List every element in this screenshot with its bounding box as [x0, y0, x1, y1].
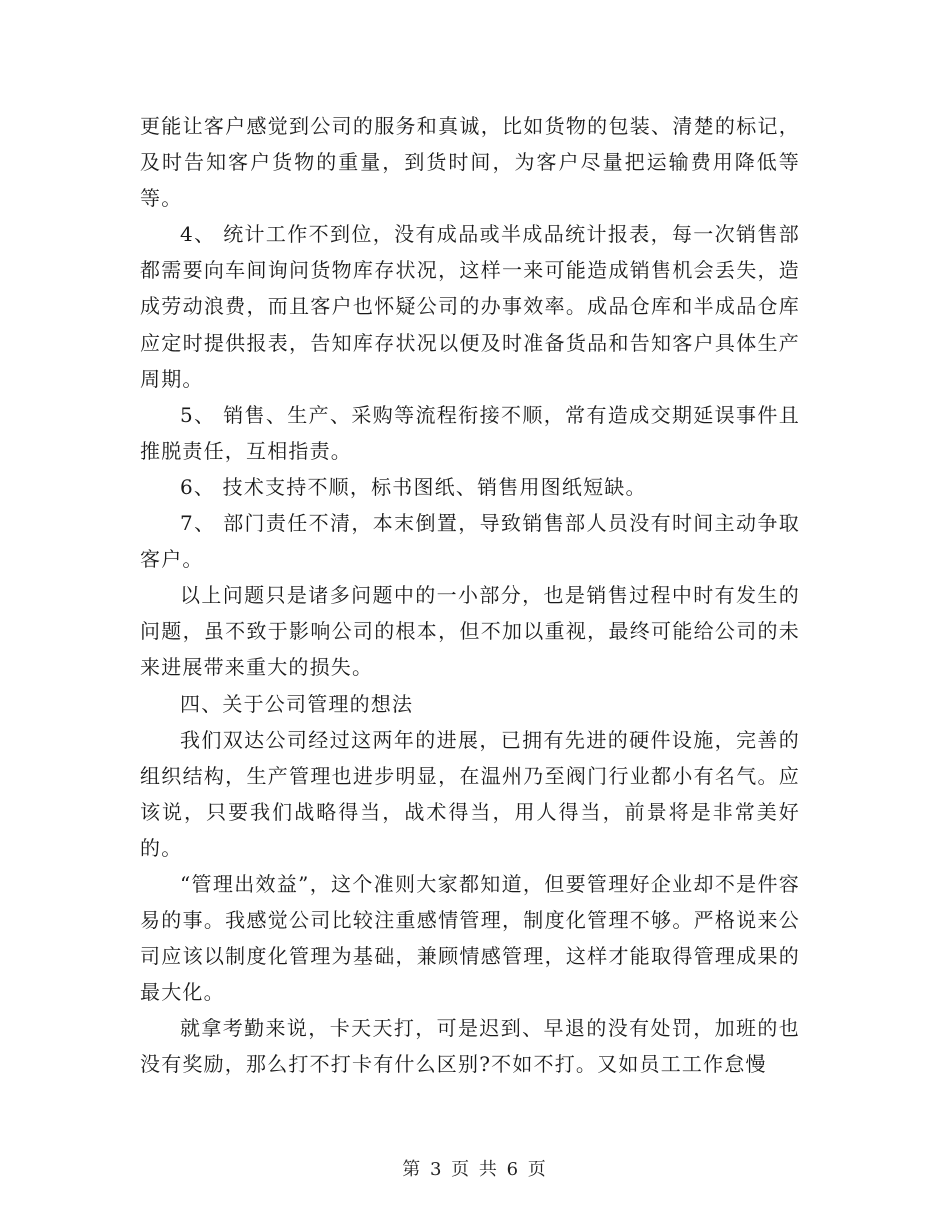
paragraph-attendance: 就拿考勤来说，卡天天打，可是迟到、早退的没有处罚，加班的也没有奖励，那么打不打卡有什么区别?不如不打。又如员工工作怠慢 [140, 1016, 800, 1077]
document-body [140, 108, 800, 1083]
paragraph-item-5: 5、 销售、生产、采购等流程衔接不顺，常有造成交期延误事件且推脱责任，互相指责。 [140, 402, 800, 463]
paragraph-continuation: 更能让客户感觉到公司的服务和真诚，比如货物的包装、清楚的标记，及时告知客户货物的重量，到货时间，为客户尽量把运输费用降低等等。 [140, 114, 800, 211]
paragraph-item-7: 7、 部门责任不清，本末倒置，导致销售部人员没有时间主动争取客户。 [140, 511, 800, 572]
paragraph-management: “管理出效益”，这个准则大家都知道，但要管理好企业却不是件容易的事。我感觉公司比较注重感情管理，制度化管理不够。严格说来公司应该以制度化管理为基础，兼顾情感管理，这样才能取得管理成果的最大化。 [140, 871, 800, 1005]
section-heading: 四、关于公司管理的想法 [180, 691, 414, 716]
paragraph-item-4: 4、 统计工作不到位，没有成品或半成品统计报表，每一次销售部都需要向车间询问货物库存状况，这样一来可能造成销售机会丢失，造成劳动浪费，而且客户也怀疑公司的办事效率。成品仓库和半成品仓库应定时提供报表，告知库存状况以便及时准备货品和告知客户具体生产周期。 [140, 222, 800, 391]
paragraph-summary: 以上问题只是诸多问题中的一小部分，也是销售过程中时有发生的问题，虽不致于影响公司的根本，但不加以重视，最终可能给公司的未来进展带来重大的损失。 [140, 583, 800, 680]
paragraph-item-6: 6、 技术支持不顺，标书图纸、销售用图纸短缺。 [180, 474, 647, 499]
page-number-footer: 第 3 页 共 6 页 [402, 1159, 548, 1180]
paragraph-company-progress: 我们双达公司经过这两年的进展，已拥有先进的硬件设施，完善的组织结构，生产管理也进步明显，在温州乃至阀门行业都小有名气。应该说，只要我们战略得当，战术得当，用人得当，前景将是非常美好的。 [140, 727, 800, 860]
